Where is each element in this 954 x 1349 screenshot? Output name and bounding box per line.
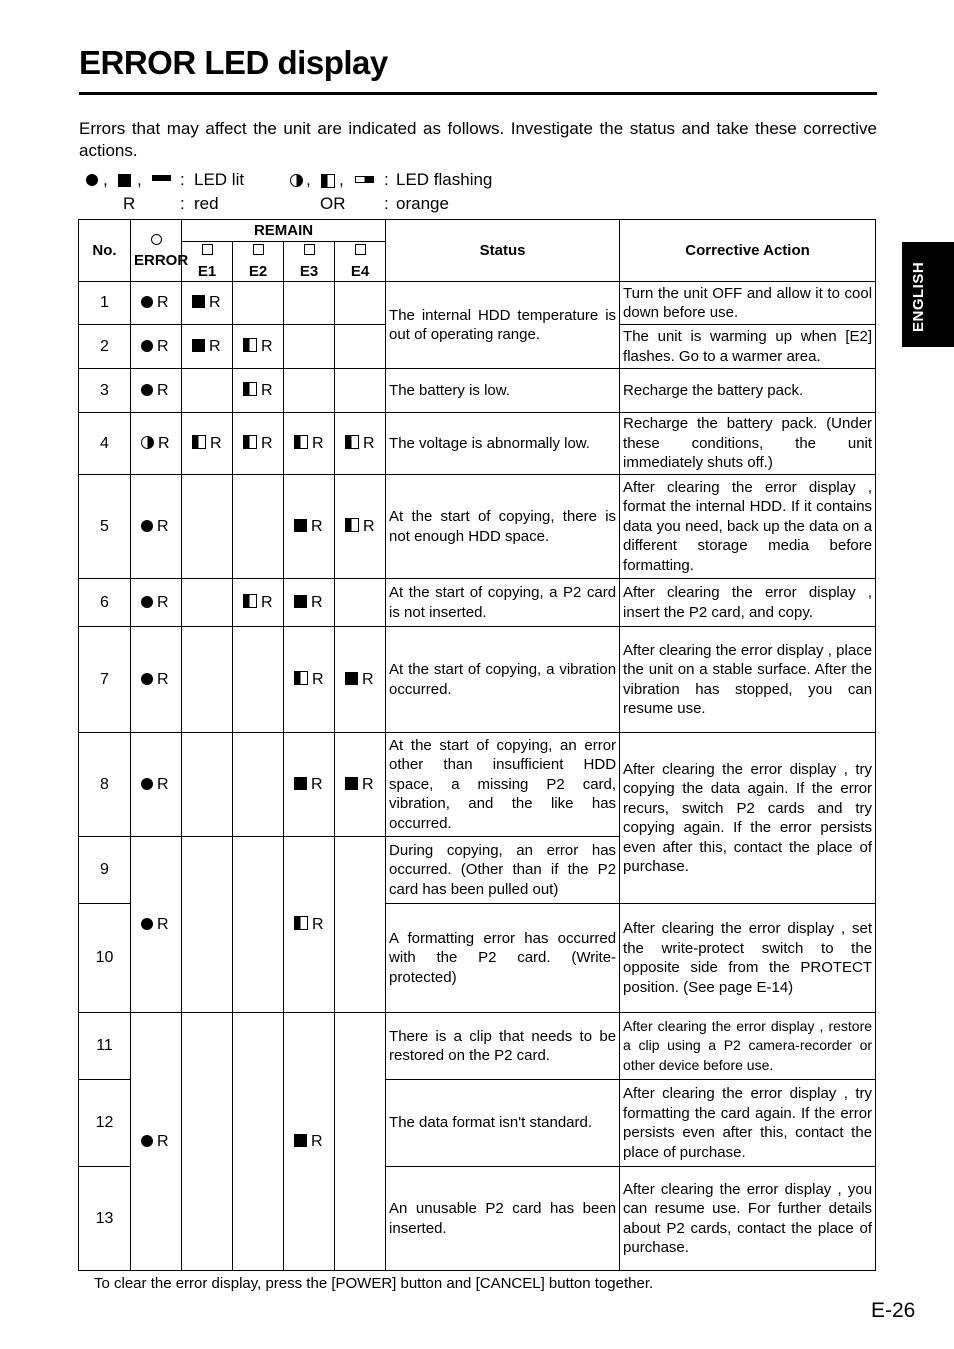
- led-color: R: [157, 593, 169, 611]
- header-e3: [284, 242, 335, 282]
- header-e4-label: E4: [350, 262, 370, 280]
- status-cell: There is a clip that needs to be restored on the P2 card.: [386, 1013, 620, 1080]
- led-color: R: [209, 294, 221, 312]
- language-tab-label: ENGLISH: [910, 261, 927, 332]
- legend-sep: ,: [103, 170, 108, 189]
- error-cell: [131, 413, 182, 475]
- header-e4: [335, 242, 386, 282]
- row-number: 4: [79, 413, 131, 475]
- e2-led-icon: [253, 244, 264, 255]
- header-no: No.: [79, 220, 131, 282]
- lit-dot-icon: [141, 1135, 153, 1147]
- led-color: R: [362, 775, 374, 793]
- header-e2-label: E2: [248, 262, 268, 280]
- e2-cell: [233, 369, 284, 413]
- led-color: R: [363, 434, 375, 452]
- action-cell: After clearing the error display , set the write-protect switch to the opposite side from the PROTECT position. (See page E-14): [620, 904, 876, 1013]
- legend-sep: ,: [306, 170, 311, 189]
- legend-r-label: red: [194, 194, 219, 213]
- led-color: R: [261, 593, 273, 611]
- e4-cell: [335, 837, 386, 1013]
- led-color: R: [312, 915, 324, 933]
- led-flash-dot-icon: [290, 174, 303, 187]
- error-cell: [131, 282, 182, 325]
- e1-cell: [182, 325, 233, 369]
- table-row: [79, 369, 876, 413]
- legend-flash-label: LED flashing: [396, 170, 493, 189]
- legend-r-key: R: [123, 194, 136, 213]
- action-cell: Recharge the battery pack. (Under these conditions, the unit immediately shuts off.): [620, 413, 876, 475]
- lit-square-icon: [294, 519, 307, 532]
- e4-cell: [335, 1013, 386, 1271]
- error-led-icon: [151, 234, 162, 245]
- header-remain: REMAIN: [182, 220, 386, 242]
- flash-square-icon: [345, 518, 359, 532]
- action-cell: After clearing the error display , restore a clip using a P2 camera-recorder or other device before use.: [620, 1013, 876, 1080]
- e3-cell: [284, 627, 335, 733]
- e4-cell: [335, 475, 386, 579]
- e2-cell: [233, 627, 284, 733]
- e4-led-icon: [355, 244, 366, 255]
- led-color: R: [311, 1132, 323, 1150]
- status-cell: At the start of copying, a P2 card is not inserted.: [386, 579, 620, 627]
- header-action: Corrective Action: [620, 220, 876, 282]
- error-cell: [131, 579, 182, 627]
- led-color: R: [157, 294, 169, 312]
- action-cell: After clearing the error display , place the unit on a stable surface. After the vibration has stopped, you can resume use.: [620, 627, 876, 733]
- row-number: 7: [79, 627, 131, 733]
- led-color: R: [157, 915, 169, 933]
- table-row: [79, 413, 876, 475]
- led-lit-bar-icon: [152, 175, 171, 181]
- table-row: [79, 475, 876, 579]
- page-title: ERROR LED display: [79, 44, 388, 81]
- led-color: R: [312, 434, 324, 452]
- error-cell: [131, 475, 182, 579]
- lit-dot-icon: [141, 778, 153, 790]
- flash-square-icon: [294, 916, 308, 930]
- e2-cell: [233, 733, 284, 837]
- header-error-label: ERROR: [134, 251, 189, 269]
- led-color: R: [157, 381, 169, 399]
- led-color: R: [363, 517, 375, 535]
- header-error: [131, 220, 189, 282]
- status-cell: The voltage is abnormally low.: [386, 413, 620, 475]
- led-color: R: [210, 434, 222, 452]
- led-color: R: [209, 337, 221, 355]
- e1-cell: [182, 579, 233, 627]
- row-number: 8: [79, 733, 131, 837]
- title-rule: [79, 92, 877, 95]
- row-number: 1: [79, 282, 131, 325]
- led-color: R: [157, 670, 169, 688]
- e4-cell: [335, 325, 386, 369]
- action-cell: Turn the unit OFF and allow it to cool down before use.: [620, 282, 876, 325]
- led-flash-square-icon: [321, 174, 335, 188]
- e2-cell: [233, 579, 284, 627]
- led-color: R: [261, 434, 273, 452]
- lit-dot-icon: [141, 384, 153, 396]
- led-color: R: [362, 670, 374, 688]
- legend-colon: :: [384, 170, 389, 189]
- led-color: R: [311, 593, 323, 611]
- led-color: R: [311, 517, 323, 535]
- action-cell: Recharge the battery pack.: [620, 369, 876, 413]
- e2-cell: [233, 282, 284, 325]
- footnote: To clear the error display, press the [POWER] button and [CANCEL] button together.: [94, 1275, 654, 1292]
- led-lit-dot-icon: [86, 174, 98, 186]
- lit-square-icon: [345, 777, 358, 790]
- table-row: [79, 579, 876, 627]
- header-status: Status: [386, 220, 620, 282]
- table-row: [79, 1013, 876, 1080]
- e1-cell: [182, 1013, 233, 1271]
- action-cell: After clearing the error display , try copying the data again. If the error recurs, switch P2 cards and try copying again. If the error persists even after this, contact the place of purchase.: [620, 733, 876, 904]
- e3-cell: [284, 413, 335, 475]
- led-color: R: [261, 337, 273, 355]
- flash-square-icon: [345, 435, 359, 449]
- status-cell: During copying, an error has occurred. (Other than if the P2 card has been pulled out): [386, 837, 620, 904]
- e4-cell: [335, 413, 386, 475]
- lit-square-icon: [345, 672, 358, 685]
- action-cell: After clearing the error display , try formatting the card again. If the error persists even after this, contact the place of purchase.: [620, 1080, 876, 1167]
- e1-cell: [182, 627, 233, 733]
- language-tab: [902, 242, 954, 347]
- legend-colon: :: [384, 194, 389, 213]
- legend-or-key: OR: [320, 194, 346, 213]
- row-number: 2: [79, 325, 131, 369]
- lit-dot-icon: [141, 296, 153, 308]
- e3-cell: [284, 475, 335, 579]
- flash-square-icon: [243, 594, 257, 608]
- e4-cell: [335, 733, 386, 837]
- e1-cell: [182, 369, 233, 413]
- lit-dot-icon: [141, 918, 153, 930]
- status-cell: The internal HDD temperature is out of operating range.: [386, 282, 620, 369]
- table-row: [79, 282, 876, 325]
- header-e1-label: E1: [197, 262, 217, 280]
- status-cell: At the start of copying, a vibration occurred.: [386, 627, 620, 733]
- lit-square-icon: [294, 595, 307, 608]
- error-led-table: [78, 219, 876, 1271]
- led-color: R: [157, 1132, 169, 1150]
- status-cell: A formatting error has occurred with the P2 card. (Write-protected): [386, 904, 620, 1013]
- e4-cell: [335, 282, 386, 325]
- error-cell: [131, 369, 182, 413]
- e2-cell: [233, 1013, 284, 1271]
- e3-cell: [284, 282, 335, 325]
- status-cell: At the start of copying, there is not enough HDD space.: [386, 475, 620, 579]
- lit-square-icon: [294, 777, 307, 790]
- header-e3-label: E3: [299, 262, 319, 280]
- lit-dot-icon: [141, 596, 153, 608]
- e4-cell: [335, 579, 386, 627]
- flash-dot-icon: [141, 436, 154, 449]
- action-cell: After clearing the error display , you can resume use. For further details about P2 cards, contact the place of purchase.: [620, 1167, 876, 1271]
- flash-square-icon: [192, 435, 206, 449]
- flash-square-icon: [294, 671, 308, 685]
- led-color: R: [312, 670, 324, 688]
- e2-cell: [233, 475, 284, 579]
- led-color: R: [261, 381, 273, 399]
- action-cell: The unit is warming up when [E2] flashes. Go to a warmer area.: [620, 325, 876, 369]
- e2-cell: [233, 325, 284, 369]
- led-lit-square-icon: [118, 174, 131, 187]
- lit-square-icon: [192, 295, 205, 308]
- row-number: 3: [79, 369, 131, 413]
- e4-cell: [335, 369, 386, 413]
- status-cell: An unusable P2 card has been inserted.: [386, 1167, 620, 1271]
- led-color: R: [311, 775, 323, 793]
- lit-square-icon: [294, 1134, 307, 1147]
- led-color: R: [157, 775, 169, 793]
- header-e1: [182, 242, 233, 282]
- row-number: 6: [79, 579, 131, 627]
- legend-or-label: orange: [396, 194, 449, 213]
- e3-cell: [284, 579, 335, 627]
- status-cell: The data format isn't standard.: [386, 1080, 620, 1167]
- header-e2: [233, 242, 284, 282]
- lit-dot-icon: [141, 673, 153, 685]
- e1-cell: [182, 733, 233, 837]
- status-cell: The battery is low.: [386, 369, 620, 413]
- e1-cell: [182, 282, 233, 325]
- error-cell: [131, 325, 182, 369]
- led-color: R: [157, 517, 169, 535]
- error-cell: [131, 837, 182, 1013]
- action-cell: After clearing the error display , insert the P2 card, and copy.: [620, 579, 876, 627]
- row-number: 9: [79, 837, 131, 904]
- legend-lit-label: LED lit: [194, 170, 245, 189]
- error-cell: [131, 1013, 182, 1271]
- led-color: R: [158, 434, 170, 452]
- e3-cell: [284, 733, 335, 837]
- lit-dot-icon: [141, 340, 153, 352]
- led-flash-bar-icon: [355, 176, 374, 183]
- e4-cell: [335, 627, 386, 733]
- action-cell: After clearing the error display , format the internal HDD. If it contains data you need, back up the data on a different storage media before formatting.: [620, 475, 876, 579]
- table-row: [79, 627, 876, 733]
- row-number: 10: [79, 904, 131, 1013]
- legend-colon: :: [180, 170, 185, 189]
- e1-led-icon: [202, 244, 213, 255]
- lit-square-icon: [192, 339, 205, 352]
- error-cell: [131, 733, 182, 837]
- table-row: [79, 733, 876, 837]
- e3-cell: [284, 1013, 335, 1271]
- row-number: 13: [79, 1167, 131, 1271]
- led-color: R: [157, 337, 169, 355]
- e3-cell: [284, 325, 335, 369]
- status-cell: At the start of copying, an error other than insufficient HDD space, a missing P2 card, vibration, and the like has occurred.: [386, 733, 620, 837]
- flash-square-icon: [294, 435, 308, 449]
- flash-square-icon: [243, 382, 257, 396]
- legend-colon: :: [180, 194, 185, 213]
- row-number: 12: [79, 1080, 131, 1167]
- legend-sep: ,: [137, 170, 142, 189]
- e2-cell: [233, 413, 284, 475]
- flash-square-icon: [243, 338, 257, 352]
- legend-sep: ,: [339, 170, 344, 189]
- page-number: E-26: [871, 1299, 916, 1322]
- row-number: 5: [79, 475, 131, 579]
- e3-cell: [284, 837, 335, 1013]
- e3-cell: [284, 369, 335, 413]
- intro-text: Errors that may affect the unit are indicated as follows. Investigate the status and take these corrective actions.: [79, 119, 877, 160]
- error-cell: [131, 627, 182, 733]
- e2-cell: [233, 837, 284, 1013]
- flash-square-icon: [243, 435, 257, 449]
- lit-dot-icon: [141, 520, 153, 532]
- e1-cell: [182, 475, 233, 579]
- e1-cell: [182, 413, 233, 475]
- e3-led-icon: [304, 244, 315, 255]
- row-number: 11: [79, 1013, 131, 1080]
- e1-cell: [182, 837, 233, 1013]
